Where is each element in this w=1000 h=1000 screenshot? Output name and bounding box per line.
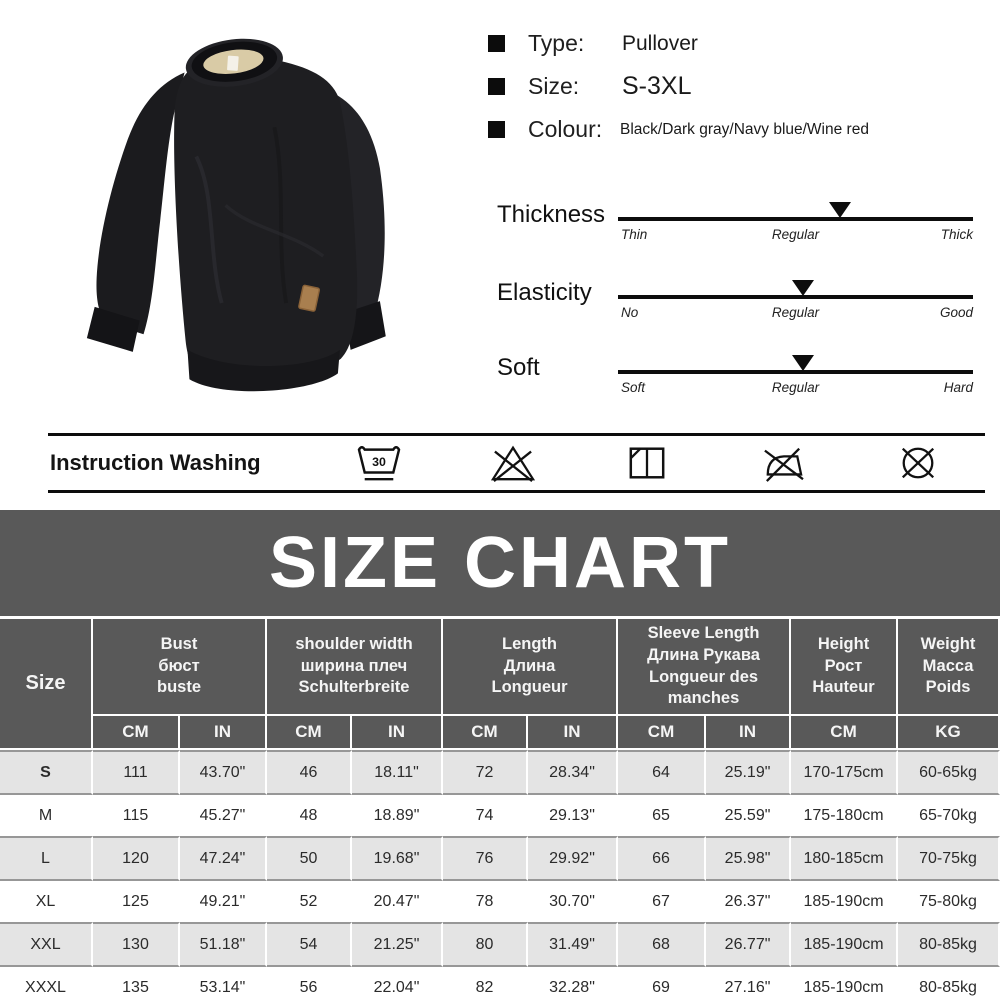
table-cell: 80-85kg [898,967,1000,1000]
do-not-iron-icon [759,443,807,483]
do-not-bleach-icon [490,443,536,483]
table-cell: 25.59" [706,795,791,836]
table-cell: 54 [267,922,352,967]
table-cell: 69 [618,967,706,1000]
table-cell: 52 [267,881,352,922]
table-unit-row [0,716,1000,750]
table-cell: 68 [618,922,706,967]
slider-thickness [497,201,975,253]
table-cell: 82 [443,967,528,1000]
scale-max-label: Hard [943,380,973,395]
spec-colour-label: Colour: [528,116,603,142]
table-cell: 51.18" [180,922,267,967]
table-cell: 75-80kg [898,881,1000,922]
table-row-m [0,795,1000,836]
table-cell: 180-185cm [791,836,898,881]
column-header-bust: Bust бюст buste [93,619,267,716]
slider-scale [618,380,973,398]
table-cell: 66 [618,836,706,881]
bullet-square-icon [488,78,505,95]
unit-cell: IN [528,716,618,750]
spec-colour [488,116,869,143]
table-cell: 26.77" [706,922,791,967]
unit-cell: KG [898,716,1000,750]
spec-size [488,72,691,101]
size-label: XXL [0,922,93,967]
table-row-s [0,750,1000,795]
table-row-xxl [0,922,1000,967]
size-label: L [0,836,93,881]
table-cell: 31.49" [528,922,618,967]
unit-cell: CM [93,716,180,750]
unit-cell: CM [267,716,352,750]
slider-track [618,295,973,299]
table-cell: 25.19" [706,750,791,795]
bullet-square-icon [488,121,505,138]
spec-type-label: Type: [528,30,585,56]
table-cell: 115 [93,795,180,836]
table-cell: 80 [443,922,528,967]
slider-marker-icon [792,280,814,296]
table-cell: 175-180cm [791,795,898,836]
table-row-xl [0,881,1000,922]
table-cell: 46 [267,750,352,795]
size-chart-title-band [0,510,1000,619]
size-chart-section [0,510,1000,1000]
table-cell: 64 [618,750,706,795]
unit-cell: CM [618,716,706,750]
spec-type [488,30,698,57]
washing-icons [312,443,985,483]
table-cell: 43.70" [180,750,267,795]
table-cell: 29.92" [528,836,618,881]
scale-mid-label: Regular [771,380,820,395]
svg-text:30: 30 [372,454,386,469]
bullet-square-icon [488,35,505,52]
slider-scale [618,227,973,245]
slider-soft-label: Soft [497,354,540,381]
table-cell: 47.24" [180,836,267,881]
column-header-length: Length Длина Longueur [443,619,618,716]
unit-cell: IN [180,716,267,750]
table-cell: 53.14" [180,967,267,1000]
scale-max-label: Thick [940,227,973,242]
scale-min-label: Soft [621,380,646,395]
table-cell: 185-190cm [791,881,898,922]
slider-elasticity [497,279,975,331]
table-cell: 170-175cm [791,750,898,795]
column-header-shoulder-width: shoulder width ширина плеч Schulterbreite [267,619,443,716]
product-photo-sweatshirt [25,10,475,430]
size-chart-title: SIZE CHART [269,523,731,603]
scale-mid-label: Regular [771,305,820,320]
table-cell: 50 [267,836,352,881]
slider-marker-icon [792,355,814,371]
slider-scale [618,305,973,323]
table-cell: 185-190cm [791,967,898,1000]
spec-type-value: Pullover [622,31,698,55]
table-cell: 30.70" [528,881,618,922]
table-cell: 80-85kg [898,922,1000,967]
scale-min-label: No [621,305,639,320]
unit-cell: CM [443,716,528,750]
table-cell: 25.98" [706,836,791,881]
table-cell: 32.28" [528,967,618,1000]
column-header-size: Size [0,619,93,750]
size-label: XXXL [0,967,93,1000]
slider-marker-icon [829,202,851,218]
slider-track [618,217,973,221]
size-table [0,619,1000,1000]
table-cell: 27.16" [706,967,791,1000]
slider-thickness-label: Thickness [497,201,606,228]
table-cell: 45.27" [180,795,267,836]
table-cell: 18.11" [352,750,443,795]
table-cell: 67 [618,881,706,922]
column-header-sleeve-length: Sleeve Length Длина Рукава Longueur des manches [618,619,791,716]
table-cell: 28.34" [528,750,618,795]
scale-min-label: Thin [621,227,648,242]
scale-mid-label: Regular [771,227,820,242]
unit-cell: IN [352,716,443,750]
unit-cell: CM [791,716,898,750]
column-header-weight: Weight Масса Poids [898,619,1000,716]
table-cell: 185-190cm [791,922,898,967]
table-cell: 60-65kg [898,750,1000,795]
washing-instruction-bar [48,433,985,493]
table-cell: 120 [93,836,180,881]
table-cell: 19.68" [352,836,443,881]
washing-instruction-label: Instruction Washing [50,450,261,475]
slider-track [618,370,973,374]
spec-size-value: S-3XL [622,72,692,100]
size-label: XL [0,881,93,922]
wash-30-icon [356,443,402,483]
do-not-dry-clean-icon [895,443,941,483]
table-cell: 22.04" [352,967,443,1000]
table-cell: 21.25" [352,922,443,967]
size-label: S [0,750,93,795]
table-cell: 18.89" [352,795,443,836]
scale-max-label: Good [939,305,973,320]
table-cell: 72 [443,750,528,795]
table-cell: 130 [93,922,180,967]
table-cell: 78 [443,881,528,922]
column-header-height: Height Рост Hauteur [791,619,898,716]
table-cell: 74 [443,795,528,836]
table-cell: 111 [93,750,180,795]
table-cell: 48 [267,795,352,836]
table-cell: 26.37" [706,881,791,922]
table-cell: 65 [618,795,706,836]
table-cell: 70-75kg [898,836,1000,881]
table-row-l [0,836,1000,881]
drip-dry-in-shade-icon [624,443,670,483]
table-cell: 49.21" [180,881,267,922]
table-header-row [0,619,1000,716]
table-cell: 29.13" [528,795,618,836]
unit-cell: IN [706,716,791,750]
table-cell: 20.47" [352,881,443,922]
table-row-xxxl [0,967,1000,1000]
spec-colour-value: Black/Dark gray/Navy blue/Wine red [620,120,869,138]
size-label: M [0,795,93,836]
table-cell: 56 [267,967,352,1000]
table-cell: 65-70kg [898,795,1000,836]
slider-soft [497,354,975,406]
table-cell: 135 [93,967,180,1000]
spec-size-label: Size: [528,73,580,99]
table-cell: 76 [443,836,528,881]
slider-elasticity-label: Elasticity [497,279,592,306]
table-cell: 125 [93,881,180,922]
